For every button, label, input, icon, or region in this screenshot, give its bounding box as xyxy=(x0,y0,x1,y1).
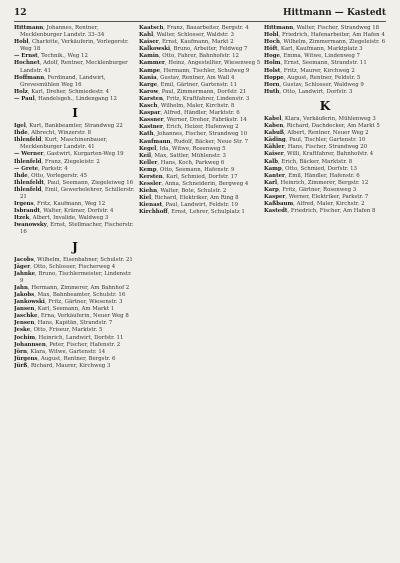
directory-entry: Jörn, Klara, Witwe, Gartenstr. 14 xyxy=(14,348,106,355)
directory-entry: Kastner, Erich, Heizer, Hafenweg 2 xyxy=(139,124,239,131)
section-letter: K xyxy=(319,98,331,113)
directory-entry: Kassner, Werner, Dreher, Fabrikstr. 14 xyxy=(139,117,247,124)
entry-surname: — Paul xyxy=(14,95,35,102)
directory-entry: Kemp, Otto, Seemann, Hafenstr. 9 xyxy=(139,166,235,173)
directory-entry: — Grete, Parkstr. 4 xyxy=(14,165,68,172)
directory-entry: Kath, Johannes, Fischer, Strandweg 10 xyxy=(139,131,248,138)
entry-surname: Kaßbaum xyxy=(264,201,294,208)
entry-surname: Jensen xyxy=(14,320,35,327)
directory-entry: Kalkowski, Bruno, Arbeiter, Feldweg 7 xyxy=(139,46,248,53)
entry-surname: Holz xyxy=(14,88,28,95)
directory-entry: Johannsen, Peter, Fischer, Hafenstr. 2 xyxy=(14,341,121,348)
directory-entry: Kiel, Richard, Elektriker, Am Ring 8 xyxy=(139,195,239,202)
entry-surname: Kirchhoff xyxy=(139,209,168,216)
entry-surname: Kaufmann xyxy=(139,138,171,145)
entry-surname: Itzek xyxy=(14,215,30,222)
directory-entry: Kaiser, Ernst, Kaufmann, Markt 2 xyxy=(139,39,234,46)
entry-surname: Ihlenfeldt xyxy=(14,179,44,186)
entry-surname: Kastedt xyxy=(264,208,288,215)
directory-entry: Holz, Karl, Dreher, Schmiedestr. 4 xyxy=(14,88,109,95)
entry-surname: Jäger xyxy=(14,263,31,270)
directory-entry: Hobl, Charlotte, Verkäuferin, Vorlegerstr. Weg 18 xyxy=(14,39,129,53)
entry-surname: Irgens xyxy=(14,201,34,208)
entry-surname: Kastner xyxy=(139,124,163,131)
entry-surname: Karp xyxy=(264,186,279,193)
directory-entry: Kirchhoff, Ernst, Lehrer, Schulplatz 1 xyxy=(139,209,245,216)
entry-surname: Keil xyxy=(139,152,152,159)
directory-entry: Hoch, Wilhelm, Zimmermann, Ziegeleistr. 6 xyxy=(264,39,386,46)
entry-surname: Kaiser xyxy=(264,151,284,158)
directory-entry: Jahn, Hermann, Zimmerer, Am Bahnhof 2 xyxy=(14,284,130,291)
directory-entry: Jankowski, Fritz, Gärtner, Wiesenstr. 3 xyxy=(14,299,123,306)
entry-surname: Kalkowski xyxy=(139,46,171,53)
entry-surname: Hoge xyxy=(264,53,280,60)
directory-entry: Ihde, Albrecht, Winzerstr. 8 xyxy=(14,130,92,137)
directory-entry: Kaufmann, Rudolf, Bäcker, Neue Str. 7 xyxy=(139,138,249,145)
entry-surname: Jeske xyxy=(14,327,31,334)
entry-surname: Kienast xyxy=(139,202,163,209)
directory-entry: Irgens, Fritz, Kaufmann, Weg 12 xyxy=(14,201,106,208)
directory-entry: Kähler, Hans, Fischer, Strandweg 20 xyxy=(264,144,368,151)
directory-entry: Iwanowsky, Ernst, Stellmacher, Fischerstr. 16 xyxy=(14,222,134,236)
entry-surname: Jahn xyxy=(14,284,28,291)
section-letter: I xyxy=(72,106,78,121)
entry-surname: Jörn xyxy=(14,348,27,355)
directory-entry: Käding, Paul, Tischler, Gartenstr. 10 xyxy=(264,137,366,144)
directory-entry: Kaiser, Willi, Kraftfahrer, Bahnhofstr. 4 xyxy=(264,151,374,158)
entry-surname: Jochim xyxy=(14,334,36,341)
entry-surname: Hittmann xyxy=(264,25,294,31)
directory-entry: Kiehn, Walter, Bote, Schulstr. 2 xyxy=(139,188,227,195)
entry-surname: — Werner xyxy=(14,151,44,158)
entry-surname: Käding xyxy=(264,137,286,144)
directory-entry: Kaben, Richard, Dachdecker, Am Markt 5 xyxy=(264,123,380,130)
directory-entry: Itzek, Albert, Invalide, Waldweg 3 xyxy=(14,215,109,222)
directory-entry: Ihlenfeld, Franz, Ziegeleistr. 2 xyxy=(14,158,100,165)
entry-surname: Hobl xyxy=(264,32,279,39)
entry-surname: Kabel xyxy=(264,115,282,122)
entry-surname: — Ernst xyxy=(14,53,38,60)
directory-entry: Kahl, Walter, Schlosser, Waldstr. 3 xyxy=(139,32,234,39)
page-number: 12 xyxy=(14,8,27,18)
entry-surname: Kanter xyxy=(264,172,285,179)
directory-entry: Kampe, Hermann, Tischler, Schulweg 9 xyxy=(139,67,250,74)
entry-surname: Kahl xyxy=(139,32,154,39)
directory-entry: Kersten, Karl, Schmied, Dorfstr. 17 xyxy=(139,173,238,180)
directory-entry: Karp, Fritz, Gärtner, Rosenweg 3 xyxy=(264,186,357,193)
column-3 xyxy=(264,25,386,559)
directory-entry: Jürß, Richard, Maurer, Kirchweg 3 xyxy=(14,362,111,369)
entry-surname: Ihlenfeld xyxy=(14,137,42,144)
entry-surname: Holm xyxy=(264,60,281,67)
directory-entry: Kanter, Emil, Händler, Hafenstr. 6 xyxy=(264,172,360,179)
entry-surname: Kiel xyxy=(139,195,152,202)
column-1 xyxy=(14,25,136,559)
directory-entry: Kegel, Ida, Witwe, Rosenweg 5 xyxy=(139,145,226,152)
entry-surname: Karsten xyxy=(139,95,163,102)
running-head: Hittmann — Kastedt xyxy=(283,8,386,18)
directory-entry: Kabuß, Albert, Rentner, Neuer Weg 2 xyxy=(264,130,369,137)
entry-surname: Ihde xyxy=(14,130,28,137)
entry-surname: Jürgens xyxy=(14,355,38,362)
directory-entry: Hittmann, Walter, Fischer, Strandweg 18 xyxy=(264,25,380,31)
directory-entry: Keil, Max, Sattler, Mühlenstr. 3 xyxy=(139,152,226,159)
entry-surname: Kammer xyxy=(139,60,165,67)
directory-entry: Kamp, Otto, Schmied, Dorfstr. 13 xyxy=(264,165,357,172)
entry-surname: Ihlenfeld xyxy=(14,158,42,165)
directory-entry: Keller, Hans, Koch, Parkweg 6 xyxy=(139,159,225,166)
entry-surname: Kalb xyxy=(264,158,278,165)
entry-surname: Kähler xyxy=(264,144,285,151)
entry-surname: Ihlenfeld xyxy=(14,186,42,193)
entry-surname: Kasch xyxy=(139,103,158,110)
header-rule xyxy=(14,21,386,22)
entry-surname: Isbrandt xyxy=(14,208,40,215)
directory-entry: Hoge, Emma, Witwe, Lindenweg 7 xyxy=(264,53,360,60)
page-header xyxy=(14,6,386,20)
entry-surname: Jankowski xyxy=(14,299,45,306)
directory-entry: Kasch, Wilhelm, Maler, Kirchstr. 8 xyxy=(139,103,235,110)
directory-entry: Kalb, Erich, Bäcker, Marktstr. 8 xyxy=(264,158,353,165)
directory-entry: Horn, Gustav, Schlosser, Waldweg 9 xyxy=(264,81,364,88)
entry-surname: Jaschke xyxy=(14,313,38,320)
section-letter: J xyxy=(72,239,78,254)
directory-entry: Jensen, Hans, Kapitän, Strandstr. 7 xyxy=(14,320,113,327)
directory-entry: Jakobs, Max, Bahnbeamter, Schulstr. 16 xyxy=(14,292,126,298)
entry-surname: Holst xyxy=(264,67,281,74)
directory-entry: Kaßbaum, Alfred, Maler, Kirchstr. 2 xyxy=(264,201,365,208)
entry-surname: Hittmann xyxy=(14,25,44,31)
entry-surname: Hochnet xyxy=(14,60,40,67)
directory-entry: Kastedt, Friedrich, Fischer, Am Hafen 8 xyxy=(264,208,376,215)
directory-entry: Jeske, Otto, Friseur, Marktstr. 5 xyxy=(14,327,103,334)
directory-entry: Hoppe, August, Rentner, Feldstr. 5 xyxy=(264,74,361,81)
directory-entry: Ihlenfeldt, Paul, Seemann, Ziegeleiweg 16 xyxy=(14,179,134,186)
entry-surname: Kaiser xyxy=(139,39,159,46)
entry-surname: Hoffmann xyxy=(14,74,45,81)
entry-surname: Kamin xyxy=(139,53,159,60)
entry-surname: Karow xyxy=(139,88,159,95)
entry-surname: Kamp xyxy=(264,165,282,172)
directory-entry: Hittmann, Johannes, Rentner, Mecklenburger Landstr. 33–34 xyxy=(14,25,105,39)
directory-entry: — Ernst, Technik., Weg 12 xyxy=(14,53,88,60)
directory-entry: Jochim, Heinrich, Landwirt, Dorfstr. 11 xyxy=(14,334,124,341)
directory-entry: Huth, Otto, Landwirt, Dorfstr. 3 xyxy=(264,88,353,95)
entry-surname: Kersten xyxy=(139,173,163,180)
directory-entry: Jansen, Karl, Seemann, Am Markt 1 xyxy=(14,306,115,313)
directory-entry: — Werner, Gastwirt, Kurgarten-Weg 19 xyxy=(14,151,124,158)
directory-entry: Hobl, Friedrich, Hafenarbeiter, Am Hafen 4 xyxy=(264,32,385,39)
entry-surname: Hoch xyxy=(264,39,280,46)
entry-surname: Kasper xyxy=(264,193,286,200)
directory-entry: Igel, Kurt, Bankbeamter, Strandweg 22 xyxy=(14,123,123,130)
directory-entry: Kammer, Heinz, Angestellter, Wiesenweg 5 xyxy=(139,60,261,67)
entry-surname: Kemp xyxy=(139,166,157,173)
directory-entry: Holm, Ernst, Seemann, Strandstr. 11 xyxy=(264,60,367,67)
entry-surname: Kassner xyxy=(139,117,164,124)
directory-entry: Karl, Heinrich, Zimmerer, Bergstr. 12 xyxy=(264,179,369,186)
entry-surname: — Grete xyxy=(14,165,39,172)
entry-surname: Karge xyxy=(139,81,158,88)
directory-entry: Höft, Karl, Kaufmann, Marktplatz 3 xyxy=(264,46,363,53)
entry-surname: Jürß xyxy=(14,362,28,369)
directory-entry: — Paul, Handelsgeh., Lindengang 12 xyxy=(14,95,117,102)
entry-surname: Ihde xyxy=(14,172,28,179)
directory-entry: Jacobs, Wilhelm, Eisenbahner, Schulstr. 21 xyxy=(14,256,133,263)
entry-surname: Kania xyxy=(139,74,157,81)
directory-entry: Kaatsch, Franz, Bauarbeiter, Bergstr. 4 xyxy=(139,25,249,31)
entry-surname: Kegel xyxy=(139,145,157,152)
directory-entry: Ihde, Otto, Vorlegerstr. 45 xyxy=(14,172,88,179)
directory-entry: Kasper, Werner, Elektriker, Parkstr. 7 xyxy=(264,193,369,200)
entry-surname: Johannsen xyxy=(14,341,46,348)
directory-entry: Ihlenfeld, Emil, Gewerbelehrer, Schillerstr. 21 xyxy=(14,186,135,200)
entry-surname: Höft xyxy=(264,46,278,53)
entry-surname: Jakobs xyxy=(14,292,35,298)
entry-surname: Hoppe xyxy=(264,74,284,81)
entry-surname: Kath xyxy=(139,131,154,138)
directory-entry: Hoffmann, Ferdinand, Landwirt, Grevesmühlen Weg 16 xyxy=(14,74,106,88)
entry-surname: Horn xyxy=(264,81,280,88)
entry-surname: Jacobs xyxy=(14,256,34,263)
entry-surname: Kampe xyxy=(139,67,161,74)
directory-entry: Karow, Paul, Zimmermann, Dorfstr. 21 xyxy=(139,88,247,95)
entry-surname: Kaben xyxy=(264,123,284,130)
directory-entry: Jahnke, Bruno, Tischlermeister, Lindenstr. 9 xyxy=(14,270,132,284)
entry-surname: Karl xyxy=(264,179,278,186)
directory-entry: Ihlenfeld, Kurt, Maschinenbauer, Mecklenburger Landstr. 41 xyxy=(14,137,108,151)
entry-surname: Kaatsch xyxy=(139,25,164,31)
directory-entry: Kamin, Otto, Fahrer, Bahnhofstr. 12 xyxy=(139,53,239,60)
column-2 xyxy=(139,25,261,559)
entry-surname: Igel xyxy=(14,123,26,130)
directory-entry: Isbrandt, Walter, Krämer, Dorfstr. 4 xyxy=(14,208,114,215)
directory-entry: Karsten, Fritz, Kraftfahrer, Lindenstr. 3 xyxy=(139,95,250,102)
directory-entry: Kienast, Paul, Landwirt, Feldstr. 19 xyxy=(139,202,238,209)
entry-surname: Jahnke xyxy=(14,270,36,277)
entry-surname: Kiehn xyxy=(139,188,158,195)
directory-entry: Kania, Gustav, Rentner, Am Wall 4 xyxy=(139,74,235,81)
directory-entry: Holst, Fritz, Maurer, Kirchweg 2 xyxy=(264,67,355,74)
entry-surname: Huth xyxy=(264,88,280,95)
directory-entry: Jaschke, Erna, Verkäuferin, Neuer Weg 8 xyxy=(14,313,129,320)
entry-surname: Kessler xyxy=(139,181,162,188)
entry-surname: Iwanowsky xyxy=(14,222,47,229)
directory-entry: Kaspar, Alfred, Händler, Marktstr. 6 xyxy=(139,110,240,117)
entry-surname: Kaspar xyxy=(139,110,161,117)
directory-entry: Kessler, Anna, Schneiderin, Bergweg 4 xyxy=(139,181,249,188)
entry-surname: Keller xyxy=(139,159,158,166)
directory-entry: Karge, Emil, Gärtner, Gartenstr. 11 xyxy=(139,81,238,88)
directory-entry: Kabel, Klara, Verkäuferin, Mühlenweg 3 xyxy=(264,115,376,122)
entry-surname: Kabuß xyxy=(264,130,284,137)
directory-entry: Jäger, Otto, Schlosser, Fischerweg 4 xyxy=(14,263,116,270)
entry-surname: Jansen xyxy=(14,306,35,313)
directory-entry: Hochnet, Adolf, Rentner, Mecklenburger Landstr. 41 xyxy=(14,60,128,74)
entry-surname: Hobl xyxy=(14,39,29,46)
directory-entry: Jürgens, August, Rentner, Bergstr. 6 xyxy=(14,355,116,362)
